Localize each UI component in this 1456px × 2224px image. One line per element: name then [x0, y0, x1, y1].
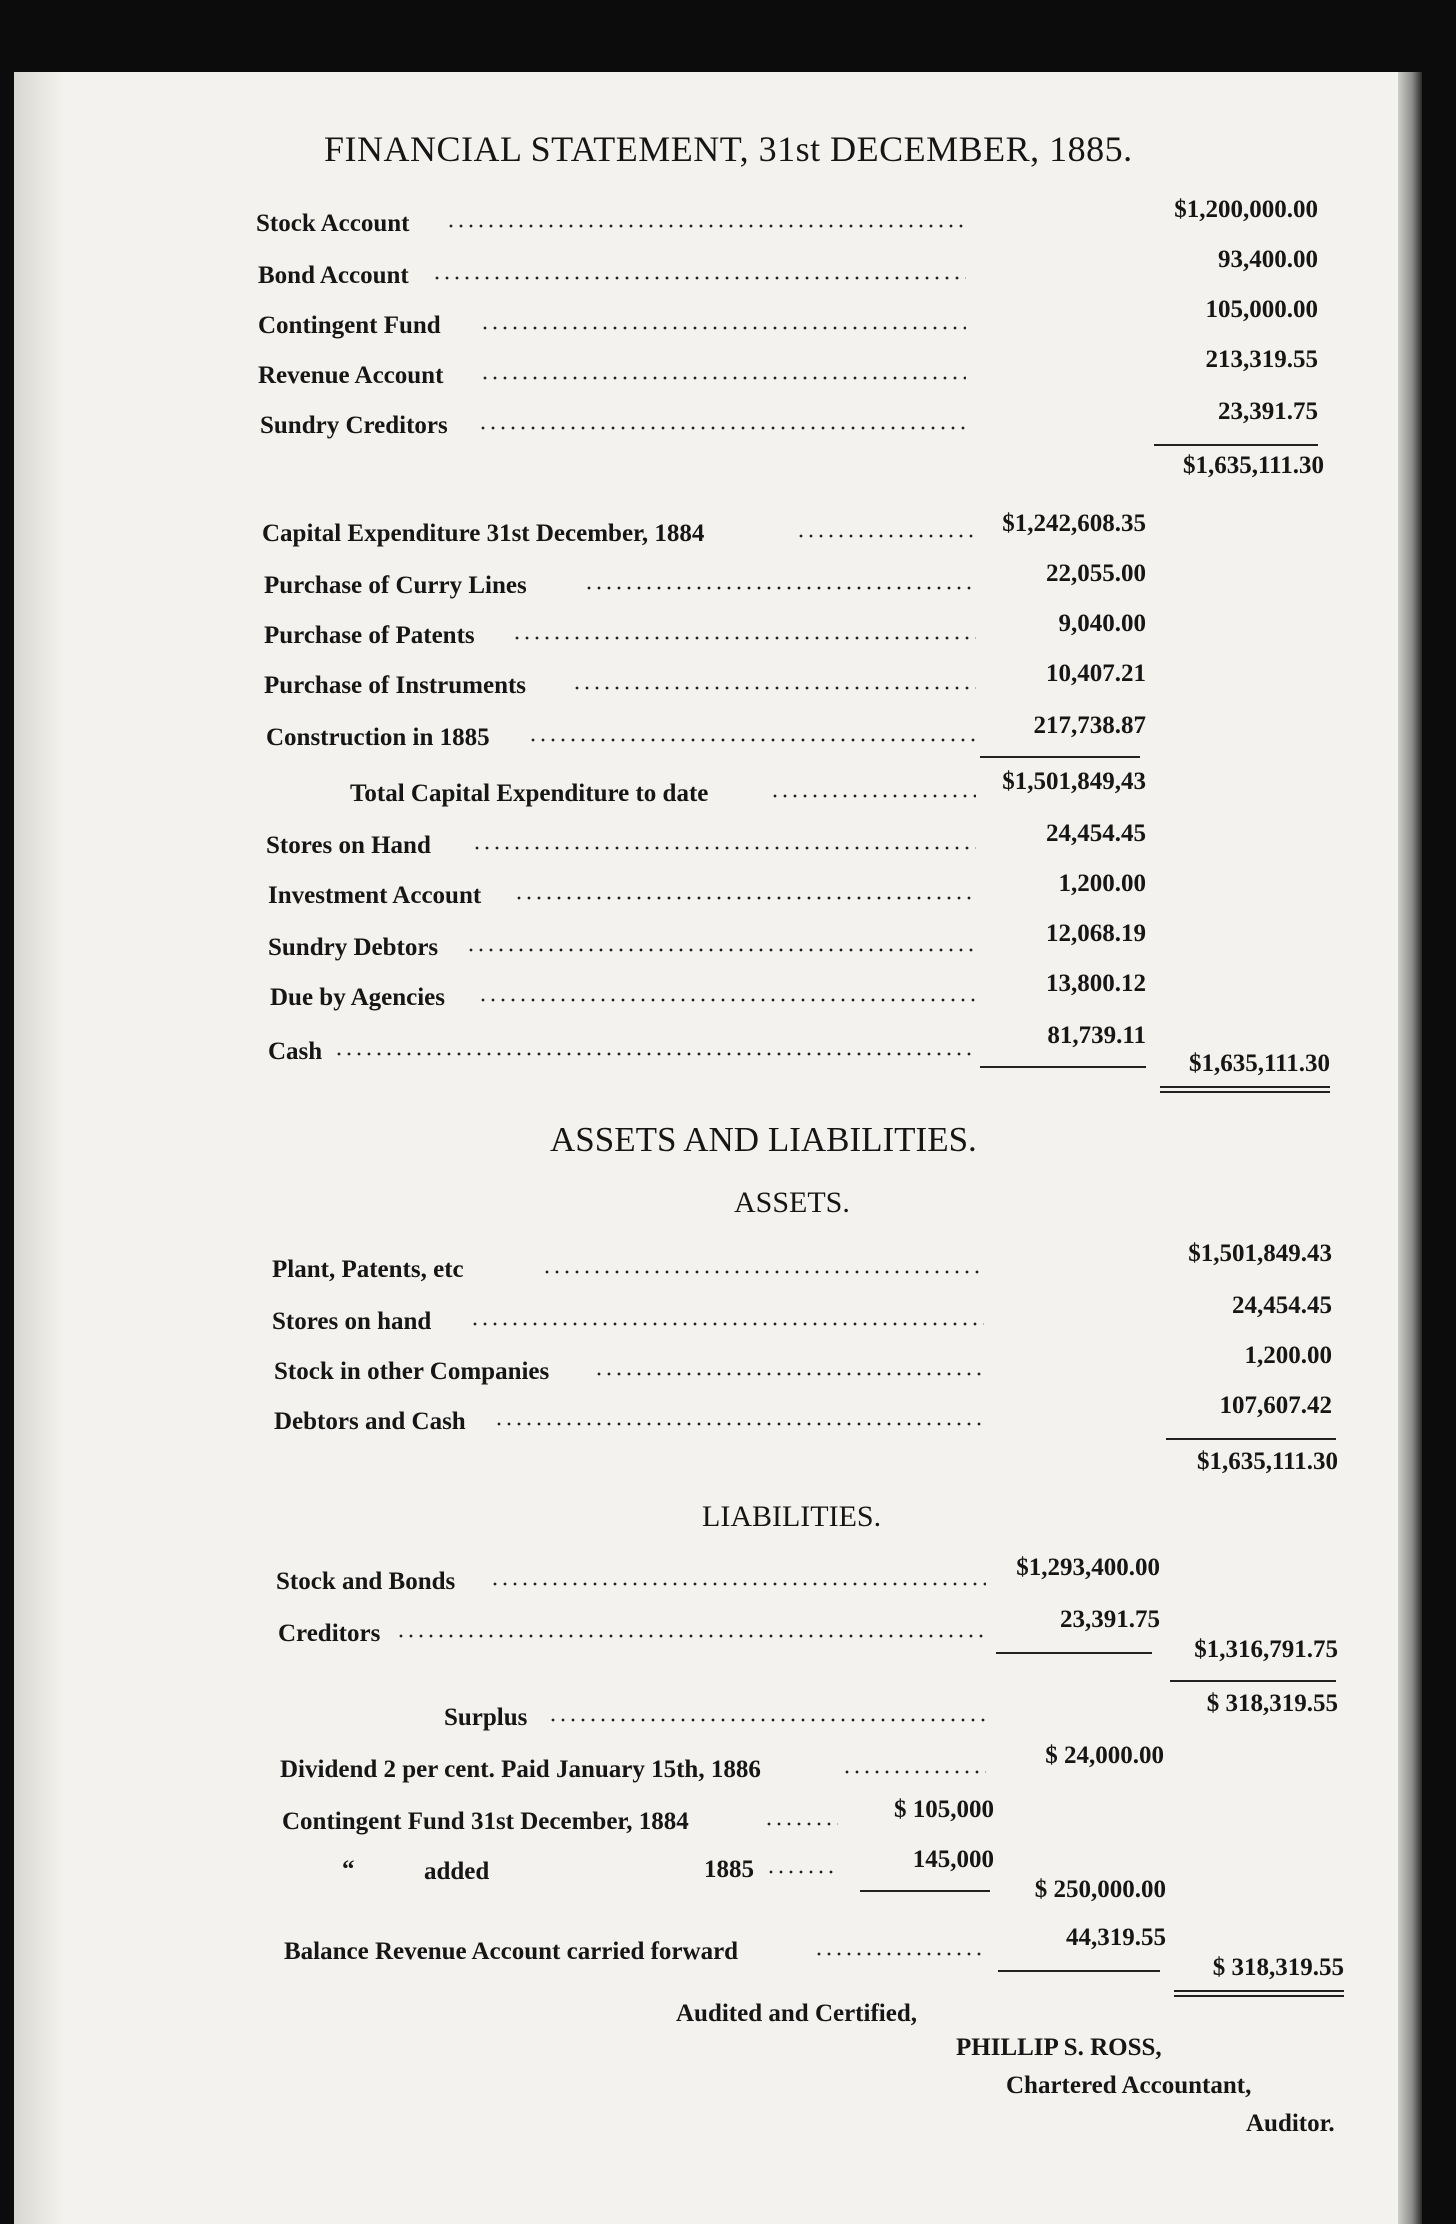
bond-account-amount: 93,400.00 — [1218, 246, 1318, 273]
capital-subtotal-rule — [980, 756, 1140, 758]
creditors-label: Creditors — [278, 1620, 381, 1647]
sundry-creditors-amount: 23,391.75 — [1218, 398, 1318, 425]
stock-other-companies-label: Stock in other Companies — [274, 1358, 550, 1385]
leader-dots — [478, 998, 976, 1002]
auditor-role: Auditor. — [1246, 2110, 1335, 2137]
cash-subtotal-rule — [980, 1066, 1146, 1068]
total-capital-label: Total Capital Expenditure to date — [350, 780, 709, 807]
investment-account-amount: 1,200.00 — [1058, 870, 1146, 897]
contingent-rule — [860, 1890, 990, 1892]
assets-total: $1,635,111.30 — [1197, 1448, 1338, 1475]
audited-certified: Audited and Certified, — [676, 2000, 917, 2027]
stock-bonds-amount: $1,293,400.00 — [1016, 1554, 1160, 1581]
page-left-shadow — [14, 72, 64, 2224]
leader-dots — [446, 224, 966, 228]
debtors-cash-amount: 107,607.42 — [1219, 1392, 1332, 1419]
instruments-label: Purchase of Instruments — [264, 672, 527, 699]
assets-side-total: $1,635,111.30 — [1189, 1050, 1330, 1077]
stock-account-amount: $1,200,000.00 — [1174, 196, 1318, 223]
leader-dots — [594, 1372, 984, 1376]
stores-on-hand-asset-amount: 24,454.45 — [1232, 1292, 1332, 1319]
total-capital-amount: $1,501,849,43 — [1002, 768, 1146, 795]
stores-on-hand-amount: 24,454.45 — [1046, 820, 1146, 847]
balance-revenue-label: Balance Revenue Account carried forward — [284, 1938, 739, 1965]
final-double-rule — [1174, 1990, 1344, 1992]
leader-dots — [814, 1952, 986, 1956]
plant-patents-label: Plant, Patents, etc — [272, 1256, 464, 1283]
stores-on-hand-label: Stores on Hand — [266, 832, 431, 859]
cash-amount: 81,739.11 — [1047, 1022, 1146, 1049]
creditors-amount: 23,391.75 — [1060, 1606, 1160, 1633]
construction-label: Construction in 1885 — [266, 724, 490, 751]
leader-dots — [334, 1052, 976, 1056]
contingent-total: $ 250,000.00 — [1034, 1876, 1166, 1903]
leader-dots — [542, 1270, 984, 1274]
assets-heading: ASSETS. — [734, 1186, 850, 1219]
added-ditto-mark: “ — [342, 1856, 355, 1883]
due-by-agencies-amount: 13,800.12 — [1046, 970, 1146, 997]
leader-dots — [842, 1770, 986, 1774]
construction-amount: 217,738.87 — [1033, 712, 1146, 739]
page-right-edge — [1398, 72, 1422, 2224]
liabilities-total: $1,316,791.75 — [1194, 1636, 1338, 1663]
leader-dots — [490, 1582, 986, 1586]
curry-lines-amount: 22,055.00 — [1046, 560, 1146, 587]
bond-account-label: Bond Account — [258, 262, 409, 289]
leader-dots — [764, 1822, 838, 1826]
added-year: 1885 — [704, 1856, 754, 1883]
added-amount: 145,000 — [912, 1846, 994, 1873]
sundry-debtors-label: Sundry Debtors — [268, 934, 439, 961]
capital-1884-label: Capital Expenditure 31st December, 1884 — [262, 520, 705, 547]
dividend-label: Dividend 2 per cent. Paid January 15th, 1886 — [280, 1756, 761, 1783]
assets-subtotal-rule — [1166, 1438, 1336, 1440]
due-by-agencies-label: Due by Agencies — [270, 984, 445, 1011]
stock-account-label: Stock Account — [256, 210, 410, 237]
added-label: added — [424, 1858, 490, 1885]
debtors-cash-label: Debtors and Cash — [274, 1408, 466, 1435]
leader-dots — [480, 376, 966, 380]
auditor-title: Chartered Accountant, — [1006, 2072, 1252, 2099]
contingent-fund-amount: 105,000.00 — [1205, 296, 1318, 323]
liabilities-side-total: $1,635,111.30 — [1183, 452, 1324, 479]
leader-dots — [584, 586, 976, 590]
stock-bonds-label: Stock and Bonds — [276, 1568, 456, 1595]
patents-amount: 9,040.00 — [1058, 610, 1146, 637]
leader-dots — [472, 846, 976, 850]
cash-label: Cash — [268, 1038, 323, 1065]
contingent-fund-label: Contingent Fund — [258, 312, 441, 339]
assets-side-double-rule — [1160, 1086, 1330, 1088]
revenue-account-amount: 213,319.55 — [1205, 346, 1318, 373]
creditors-rule — [996, 1652, 1152, 1654]
plant-patents-amount: $1,501,849.43 — [1188, 1240, 1332, 1267]
sundry-creditors-label: Sundry Creditors — [260, 412, 448, 439]
auditor-name: PHILLIP S. ROSS, — [956, 2034, 1162, 2061]
investment-account-label: Investment Account — [268, 882, 482, 909]
liabilities-heading: LIABILITIES. — [702, 1500, 882, 1533]
curry-lines-label: Purchase of Curry Lines — [264, 572, 527, 599]
contingent-fund-1884-label: Contingent Fund 31st December, 1884 — [282, 1808, 689, 1835]
revenue-account-label: Revenue Account — [258, 362, 444, 389]
leader-dots — [478, 426, 966, 430]
instruments-amount: 10,407.21 — [1046, 660, 1146, 687]
surplus-amount: $ 318,319.55 — [1206, 1690, 1338, 1717]
dividend-amount: $ 24,000.00 — [1045, 1742, 1164, 1769]
capital-1884-amount: $1,242,608.35 — [1002, 510, 1146, 537]
page-title: FINANCIAL STATEMENT, 31st DECEMBER, 1885. — [324, 129, 1133, 169]
balance-rule — [998, 1970, 1160, 1972]
leader-dots — [512, 636, 976, 640]
subtotal-rule — [1154, 444, 1318, 446]
liabilities-total-rule — [1170, 1680, 1336, 1682]
leader-dots — [766, 1870, 836, 1874]
leader-dots — [528, 738, 976, 742]
leader-dots — [466, 948, 976, 952]
leader-dots — [548, 1718, 988, 1722]
stock-other-companies-amount: 1,200.00 — [1244, 1342, 1332, 1369]
leader-dots — [432, 276, 966, 280]
final-total: $ 318,319.55 — [1212, 1954, 1344, 1981]
patents-label: Purchase of Patents — [264, 622, 475, 649]
contingent-fund-1884-amount: $ 105,000 — [894, 1796, 994, 1823]
leader-dots — [796, 534, 976, 538]
leader-dots — [480, 326, 966, 330]
stores-on-hand-asset-label: Stores on hand — [272, 1308, 432, 1335]
sundry-debtors-amount: 12,068.19 — [1046, 920, 1146, 947]
leader-dots — [572, 686, 976, 690]
leader-dots — [396, 1634, 986, 1638]
leader-dots — [494, 1422, 984, 1426]
balance-revenue-amount: 44,319.55 — [1066, 1924, 1166, 1951]
leader-dots — [514, 896, 976, 900]
assets-liabilities-heading: ASSETS AND LIABILITIES. — [550, 1120, 977, 1159]
leader-dots — [470, 1322, 984, 1326]
surplus-label: Surplus — [444, 1704, 528, 1731]
leader-dots — [770, 794, 976, 798]
